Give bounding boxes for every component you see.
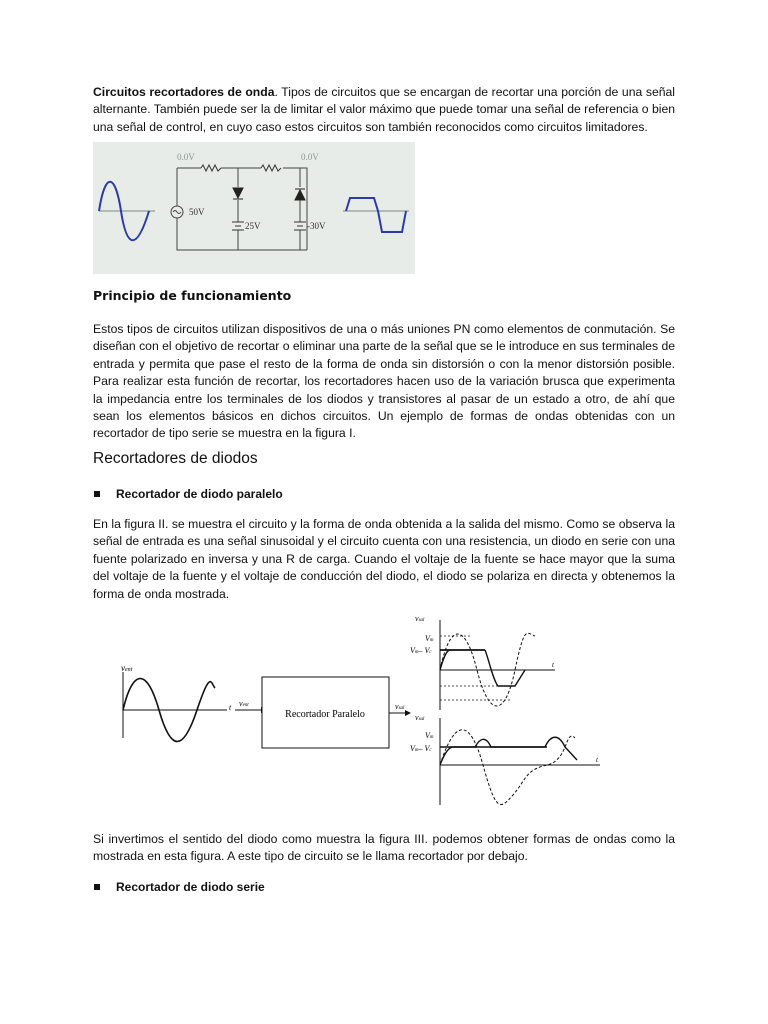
- intro-title: Circuitos recortadores de onda: [93, 85, 275, 99]
- top-t-label: t: [552, 661, 554, 669]
- principio-paragraph: Estos tipos de circuitos utilizan dispositivos de una o más uniones PN como elementos de conmutación. Se diseñan con el objetivo de recortar o eliminar una parte de la señal que se le introduce en sus terminales de entrada y permita que pase el resto de la forma de onda sin distorsión o con la menor distorsión posible. Para realizar esta función de recortar, los recortadores hacen uso de la variación brusca que experimenta la impedancia entre los terminales de los diodos y transistores al pasar de un estado a otro, de ahí que sean los elementos básicos en dichos circuitos. Un ejemplo de formas de ondas obtenidas con un recortador de tipo serie se muestra en la figura I.: [93, 322, 675, 441]
- input-axis-label: vent: [121, 663, 133, 673]
- bullet-square-icon: [94, 884, 100, 890]
- battery-2-label: -30V: [307, 221, 326, 231]
- arrow-out-label: vsal: [395, 702, 405, 711]
- source-voltage-label: 50V: [189, 207, 205, 217]
- top-out-axis-label: vsal: [415, 614, 425, 623]
- bullet-square-icon: [94, 491, 100, 497]
- paralelo-paragraph: En la figura II. se muestra el circuito y la forma de onda obtenida a la salida del mismo. Como se observa la señal de entrada es una señal sinusoidal y el circuito cuenta con una resistencia, un diodo en serie con una fuente polarizado en inversa y una R de carga. Cuando el voltaje de la fuente se hace mayor que la suma del voltaje de la fuente y el voltaje de conducción del diodo, el diodo se polariza en directa y obtenemos la forma de onda mostrada.: [93, 517, 675, 601]
- invertimos-paragraph: Si invertimos el sentido del diodo como muestra la figura III. podemos obtener formas de ondas como la mostrada en esta figura. A este tipo de circuito se le llama recortador por debajo.: [93, 832, 675, 864]
- bullet-paralelo-label: Recortador de diodo paralelo: [116, 487, 283, 501]
- intro-text: . Tipos de circuitos que se encargan de recortar una porción de una señal alternante. También puede ser la de limitar el valor máximo que puede tomar una señal de referencia o bien una señal de control, en cuyo caso estos circuitos son también reconocidos como circuitos limitadores.: [93, 85, 675, 134]
- node-voltage-2: 0.0V: [301, 152, 319, 162]
- bottom-dashed-sine: [440, 730, 575, 805]
- clipper-box-label: Recortador Paralelo: [285, 709, 365, 720]
- arrow-in-label: vent: [239, 699, 249, 708]
- node-voltage-1: 0.0V: [177, 152, 195, 162]
- figure-parallel-clipper: [115, 610, 615, 815]
- bullet-serie-label: Recortador de diodo serie: [116, 880, 265, 894]
- bullet-serie: [93, 880, 265, 894]
- top-vmvc-label: Vm– Vc: [410, 646, 432, 655]
- top-output-wave: [440, 650, 525, 686]
- bullet-paralelo: [93, 487, 283, 501]
- intro-paragraph: [93, 84, 675, 136]
- top-vm-label: Vm: [425, 634, 434, 643]
- battery-1-label: 25V: [245, 221, 261, 231]
- heading-recortadores: Recortadores de diodos: [93, 450, 258, 467]
- input-t-label: t: [229, 703, 232, 712]
- heading-principio: Principio de funcionamiento: [93, 288, 292, 303]
- figure-clipper-circuit: [93, 142, 415, 274]
- bottom-vmvc-label: Vm– Vc: [410, 744, 432, 753]
- bottom-out-axis-label: vsal: [415, 713, 425, 722]
- bottom-t-label: t: [596, 756, 598, 764]
- bottom-vm-label: Vm: [425, 731, 434, 740]
- bottom-output-wave: [440, 737, 577, 765]
